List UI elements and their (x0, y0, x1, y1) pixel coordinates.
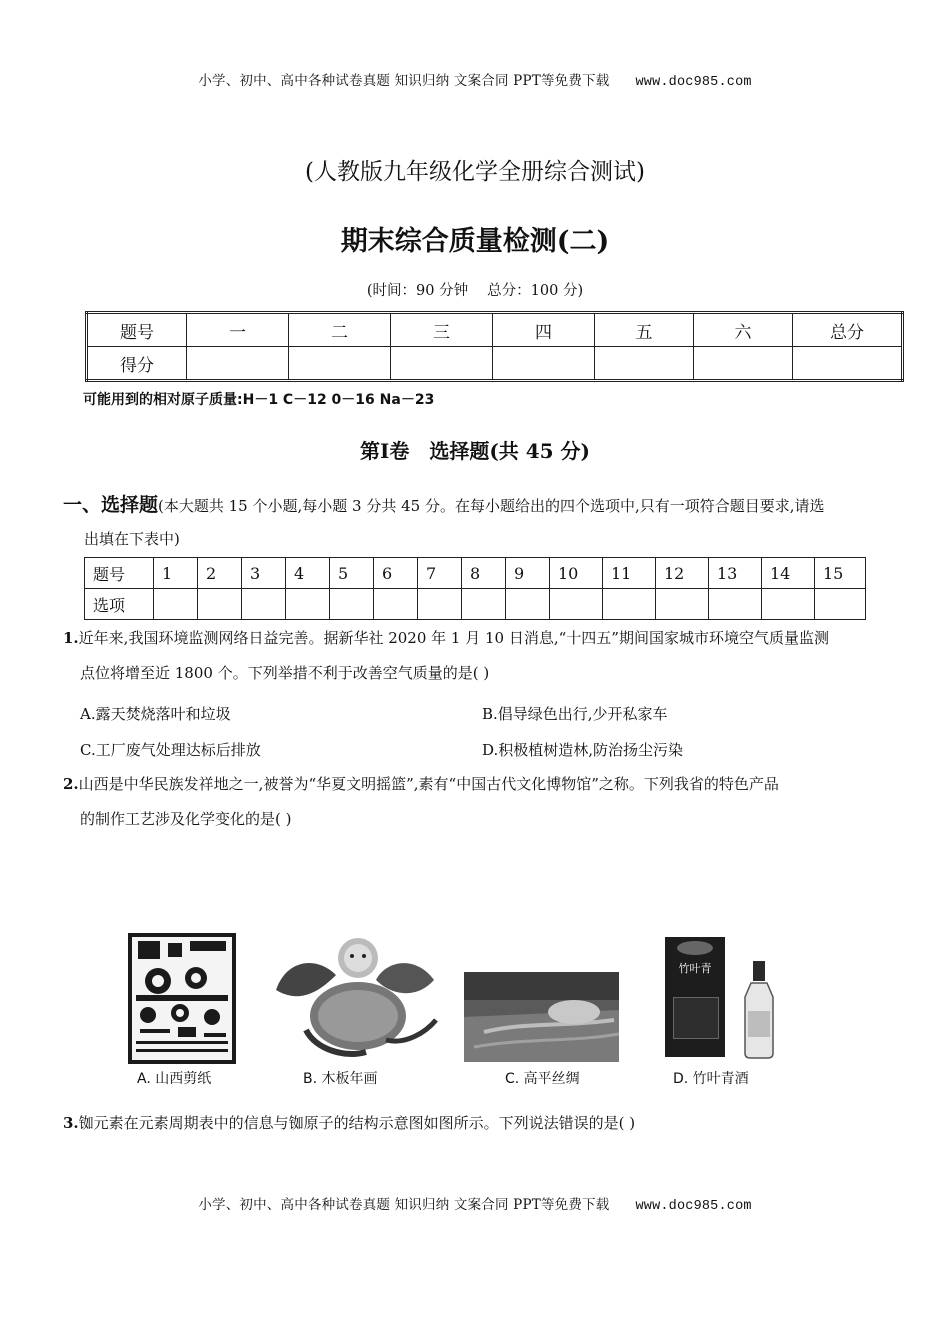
answer-header-cell: 12 (656, 558, 709, 589)
liquor-box (665, 937, 725, 1057)
answer-header-cell: 6 (374, 558, 418, 589)
box-panel (673, 997, 719, 1039)
page-header (0, 69, 950, 90)
answer-cell[interactable] (154, 589, 198, 620)
answer-table (84, 557, 866, 620)
answer-header-cell: 7 (418, 558, 462, 589)
score-cell[interactable] (493, 347, 595, 381)
question-2-number: 2. (63, 775, 79, 793)
answer-cell[interactable] (709, 589, 762, 620)
score-table (85, 311, 904, 382)
answer-cell[interactable] (506, 589, 550, 620)
answer-cell[interactable] (603, 589, 656, 620)
question-1-line1: 近年来,我国环境监测网络日益完善。据新华社 2020 年 1 月 10 日消息,“十四五”期间国家城市环境空气质量监测 (78, 629, 829, 647)
answer-header-cell: 15 (815, 558, 866, 589)
score-cell[interactable] (391, 347, 493, 381)
footer-url[interactable]: www.doc985.com (635, 1199, 752, 1214)
silk-image (464, 972, 619, 1062)
answer-header-cell: 11 (603, 558, 656, 589)
answer-header-cell: 13 (709, 558, 762, 589)
answer-header-cell: 8 (462, 558, 506, 589)
answer-header-cell: 5 (330, 558, 374, 589)
answer-header-cell: 10 (550, 558, 603, 589)
answer-cell[interactable] (242, 589, 286, 620)
score-header-cell: 二 (289, 313, 391, 347)
question-1-number: 1. (63, 629, 79, 647)
header-text: 小学、初中、高中各种试卷真题 知识归纳 文案合同 PPT等免费下载 (198, 73, 610, 89)
answer-cell[interactable] (330, 589, 374, 620)
score-table-score-row (87, 347, 903, 381)
question-3-number: 3. (63, 1114, 79, 1132)
answer-header-cell: 14 (762, 558, 815, 589)
q2-caption-c: C. 高平丝绸 (505, 1071, 580, 1087)
box-emblem (677, 941, 713, 955)
question-1-line2: 点位将增至近 1800 个。下列举措不利于改善空气质量的是( ) (80, 664, 490, 682)
score-header-cell: 三 (391, 313, 493, 347)
question-2 (63, 767, 893, 837)
answer-cell[interactable] (286, 589, 330, 620)
score-header-cell: 四 (493, 313, 595, 347)
answer-cell[interactable] (462, 589, 506, 620)
answer-cell[interactable] (815, 589, 866, 620)
footer-text: 小学、初中、高中各种试卷真题 知识归纳 文案合同 PPT等免费下载 (198, 1197, 610, 1213)
answer-header-cell: 9 (506, 558, 550, 589)
answer-cell[interactable] (374, 589, 418, 620)
header-url[interactable]: www.doc985.com (635, 75, 752, 90)
question-3 (63, 1106, 893, 1141)
answer-header-cell: 题号 (85, 558, 154, 589)
answer-cell[interactable] (762, 589, 815, 620)
answer-header-cell: 1 (154, 558, 198, 589)
score-cell[interactable] (694, 347, 793, 381)
papercut-image (128, 933, 236, 1064)
page-footer (0, 1193, 950, 1214)
score-header-cell: 六 (694, 313, 793, 347)
score-header-cell: 总分 (793, 313, 903, 347)
section1-heading: 一、选择题 (63, 494, 159, 516)
part1-title: 第Ⅰ卷 选择题(共 45 分) (359, 439, 591, 463)
liquor-bottle (739, 961, 779, 1059)
section1-instructions (63, 489, 893, 556)
q1-option-a: A.露天焚烧落叶和垃圾 (80, 705, 231, 723)
q1-option-d: D.积极植树造林,防治扬尘污染 (482, 741, 684, 759)
answer-header-cell: 2 (198, 558, 242, 589)
score-header-cell: 五 (595, 313, 694, 347)
answer-header-cell: 3 (242, 558, 286, 589)
time-info: (时间：90 分钟 总分：100 分) (366, 283, 584, 299)
question-3-text: 铷元素在元素周期表中的信息与铷原子的结构示意图如图所示。下列说法错误的是( ) (78, 1114, 636, 1132)
woodblock-painting-image (266, 920, 444, 1064)
score-cell[interactable] (289, 347, 391, 381)
score-cell[interactable] (595, 347, 694, 381)
liquor-image (665, 937, 785, 1063)
section1-desc-line2: 出填在下表中) (84, 530, 180, 548)
question-2-line1: 山西是中华民族发祥地之一,被誉为“华夏文明摇篮”,素有“中国古代文化博物馆”之称。下列我省的特色产品 (78, 775, 779, 793)
q2-caption-a: A. 山西剪纸 (137, 1071, 212, 1087)
answer-table-choice-row (85, 589, 866, 620)
q2-caption-d: D. 竹叶青酒 (673, 1071, 749, 1087)
answer-cell[interactable] (656, 589, 709, 620)
q2-caption-b: B. 木板年画 (303, 1071, 378, 1087)
answer-row-label: 选项 (85, 589, 154, 620)
question-2-line2: 的制作工艺涉及化学变化的是( ) (80, 810, 292, 828)
score-cell[interactable] (793, 347, 903, 381)
bottle-label-text: 竹叶青 (678, 962, 712, 975)
score-row-label: 得分 (87, 347, 187, 381)
answer-cell[interactable] (198, 589, 242, 620)
score-header-cell: 题号 (87, 313, 187, 347)
q1-option-b: B.倡导绿色出行,少开私家车 (482, 705, 668, 723)
question-1 (63, 621, 893, 691)
exam-subtitle: (人教版九年级化学全册综合测试) (305, 159, 645, 185)
atomic-masses: 可能用到的相对原子质量:H－1 C－12 0－16 Na－23 (83, 392, 435, 408)
q1-option-c: C.工厂废气处理达标后排放 (80, 741, 261, 759)
answer-table-number-row (85, 558, 866, 589)
score-header-cell: 一 (187, 313, 289, 347)
exam-title: 期末综合质量检测(二) (340, 226, 610, 257)
answer-header-cell: 4 (286, 558, 330, 589)
score-cell[interactable] (187, 347, 289, 381)
section1-desc-line1: (本大题共 15 个小题,每小题 3 分共 45 分。在每小题给出的四个选项中,只有一项符合题目要求,请选 (158, 497, 825, 515)
answer-cell[interactable] (418, 589, 462, 620)
score-table-header-row (87, 313, 903, 347)
answer-cell[interactable] (550, 589, 603, 620)
